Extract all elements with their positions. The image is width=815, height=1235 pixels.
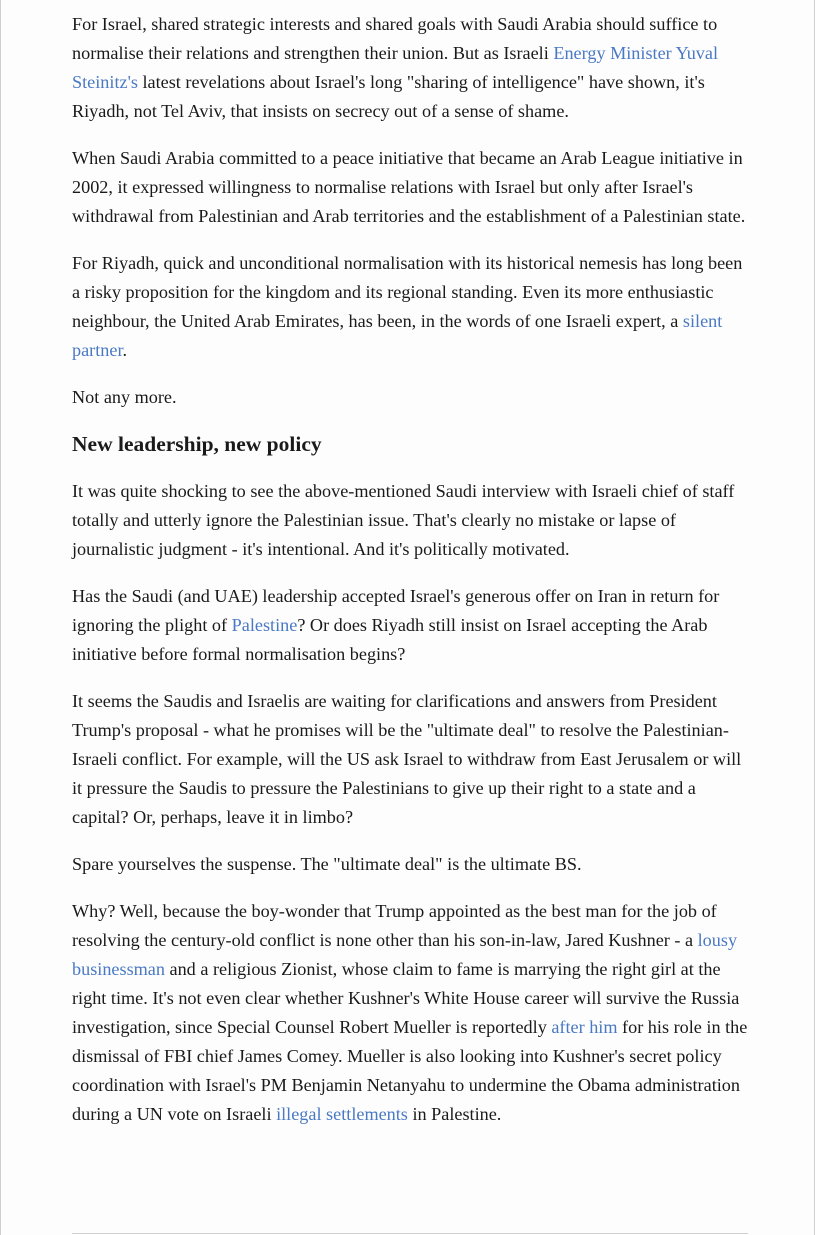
bottom-divider xyxy=(72,1233,748,1234)
paragraph-text: for his role in the dismissal of FBI chief James Comey. Mueller is also looking into Kushner's secret policy coordination with Israel's PM Benjamin Netanyahu to undermine the Obama administration during a UN vote on Israeli xyxy=(72,1017,748,1124)
paragraph-text: in Palestine. xyxy=(407,1104,502,1124)
paragraph-5: It was quite shocking to see the above-mentioned Saudi interview with Israeli chief of staff totally and utterly ignore the Palestinian issue. That's clearly no mistake or lapse of journalistic judgment - it's intentional. And it's politically motivated. xyxy=(72,481,735,559)
paragraph-text: For Israel, shared strategic interests and shared goals with Saudi Arabia should suffice to normalise their relations and strengthen their union. But as Israeli xyxy=(72,14,718,63)
paragraph-4: Not any more. xyxy=(72,387,177,407)
paragraph-text: For Riyadh, quick and unconditional normalisation with its historical nemesis has long been a risky proposition for the kingdom and its regional standing. Even its more enthusiastic neighbour, the United Arab Emirates, has been, in the words of one Israeli expert, a xyxy=(72,253,743,331)
paragraph-1 xyxy=(72,10,748,126)
link-silent-partner[interactable]: silent partner xyxy=(72,311,723,360)
link-palestine[interactable]: Palestine xyxy=(231,615,298,635)
section-heading: New leadership, new policy xyxy=(72,432,322,456)
paragraph-7: It seems the Saudis and Israelis are waiting for clarifications and answers from President Trump's proposal - what he promises will be the "ultimate deal" to resolve the Palestinian-Israeli conflict. For example, will the US ask Israel to withdraw from East Jerusalem or will it pressure the Saudis to pressure the Palestinians to give up their right to a state and a capital? Or, perhaps, leave it in limbo? xyxy=(72,691,742,827)
paragraph-text: ? Or does Riyadh still insist on Israel accepting the Arab initiative before formal normalisation begins? xyxy=(72,615,708,664)
article-body xyxy=(72,10,748,1147)
link-after-him[interactable]: after him xyxy=(551,1017,618,1037)
paragraph-2: When Saudi Arabia committed to a peace initiative that became an Arab League initiative in 2002, it expressed willingness to normalise relations with Israel but only after Israel's withdrawal from Palestinian and Arab territories and the establishment of a Palestinian state. xyxy=(72,148,746,226)
paragraph-text: latest revelations about Israel's long "sharing of intelligence" have shown, it's Riyadh, not Tel Aviv, that insists on secrecy out of a sense of shame. xyxy=(72,72,705,121)
link-energy-minister-steinitz[interactable]: Energy Minister Yuval Steinitz's xyxy=(72,43,719,92)
paragraph-text: Why? Well, because the boy-wonder that Trump appointed as the best man for the job of resolving the century-old conflict is none other than his son-in-law, Jared Kushner - a xyxy=(72,901,717,950)
paragraph-3 xyxy=(72,249,748,365)
paragraph-9 xyxy=(72,897,748,1129)
link-lousy-businessman[interactable]: lousy businessman xyxy=(72,930,738,979)
paragraph-text: . xyxy=(122,340,128,360)
link-illegal-settlements[interactable]: illegal settlements xyxy=(276,1104,408,1124)
paragraph-text: and a religious Zionist, whose claim to fame is marrying the right girl at the right time. It's not even clear whether Kushner's White House career will survive the Russia investigation, since Special Counsel Robert Mueller is reportedly xyxy=(72,959,740,1037)
paragraph-6 xyxy=(72,582,748,669)
paragraph-text: Has the Saudi (and UAE) leadership accepted Israel's generous offer on Iran in return for ignoring the plight of xyxy=(72,586,720,635)
paragraph-8: Spare yourselves the suspense. The "ultimate deal" is the ultimate BS. xyxy=(72,854,582,874)
